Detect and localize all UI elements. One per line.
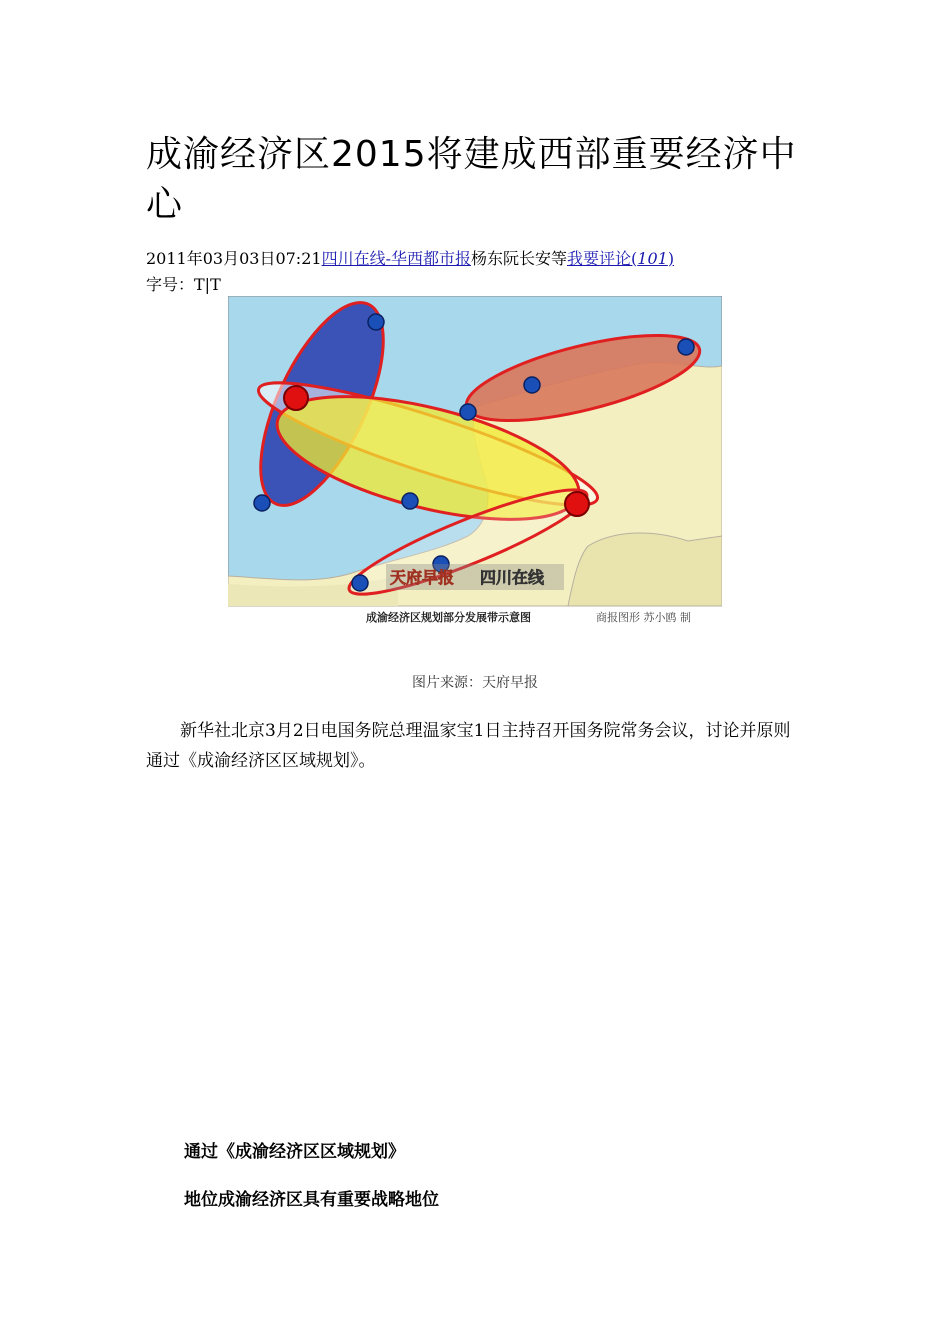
city-marker xyxy=(254,495,270,511)
section-heading-plan: 通过《成渝经济区区域规划》 xyxy=(184,1142,405,1162)
body-paragraph: 新华社北京3月2日电国务院总理温家宝1日主持召开国务院常务会议，讨论并原则通过《成渝经济区区域规划》。 xyxy=(146,721,791,771)
source-link[interactable]: 四川在线-华西都市报 xyxy=(321,249,471,268)
font-size-control[interactable]: 字号：T|T xyxy=(146,275,221,294)
author-names: 杨东阮长安等 xyxy=(470,249,567,268)
map-figure xyxy=(228,296,722,626)
article-title: 成渝经济区2015将建成西部重要经济中心 xyxy=(146,134,797,225)
watermark-right: 四川在线 xyxy=(480,568,545,587)
region-map xyxy=(228,296,722,626)
publish-date: 2011年03月03日07:21 xyxy=(146,249,322,268)
comment-paren-open: ( xyxy=(631,249,638,268)
comment-count: 101 xyxy=(637,249,668,268)
city-marker xyxy=(678,339,694,355)
comment-label: 我要评论 xyxy=(567,249,632,268)
map-credit: 商报图形 苏小鸥 制 xyxy=(596,611,691,624)
city-marker xyxy=(524,377,540,393)
comment-paren-close: ) xyxy=(667,249,675,268)
image-caption: 图片来源：天府早报 xyxy=(412,675,538,691)
watermark-left: 天府早报 xyxy=(390,568,455,587)
comment-link[interactable] xyxy=(567,249,674,268)
city-marker xyxy=(460,404,476,420)
section-heading-status: 地位成渝经济区具有重要战略地位 xyxy=(184,1190,439,1210)
city-marker xyxy=(402,493,418,509)
city-marker xyxy=(368,314,384,330)
major-city-marker xyxy=(565,492,589,516)
city-marker xyxy=(352,575,368,591)
article-meta xyxy=(146,246,826,298)
map-caption: 成渝经济区规划部分发展带示意图 xyxy=(366,611,531,624)
map-land-south xyxy=(568,533,722,606)
major-city-marker xyxy=(284,386,308,410)
